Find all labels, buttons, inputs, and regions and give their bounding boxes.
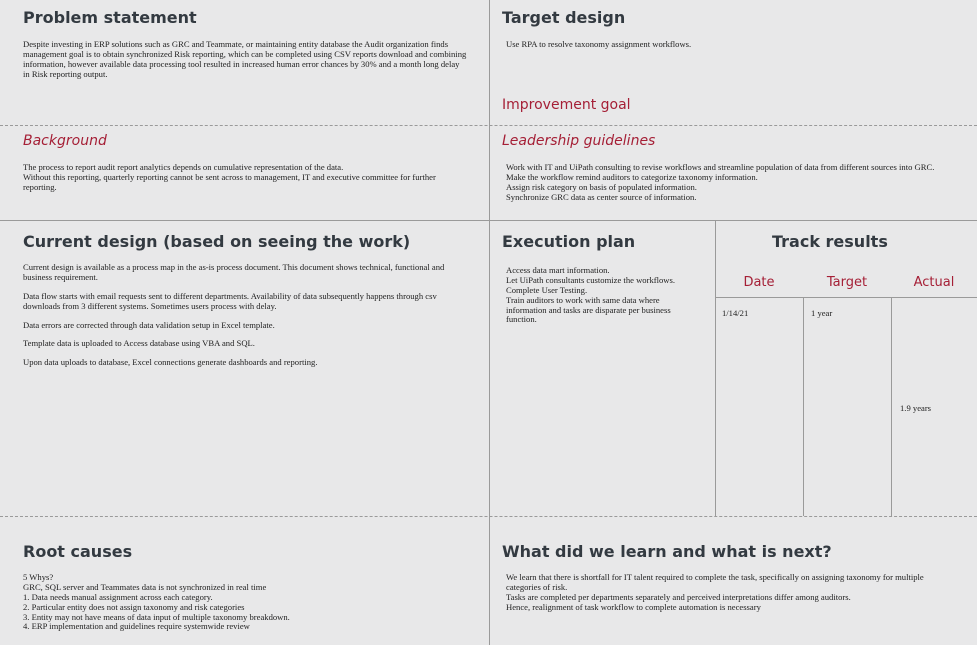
learn-next-title: What did we learn and what is next? — [502, 542, 832, 561]
leadership-line: Make the workflow remind auditors to categorize taxonomy information. — [506, 171, 758, 182]
track-actual-value: 1.9 years — [900, 403, 932, 413]
execution-line: Complete User Testing. — [506, 284, 588, 295]
target-design-title: Target design — [502, 8, 626, 27]
current-design-paragraph: Current design is available as a process map in the as-is process document. This document shows technical, functional and business requirement. — [23, 262, 445, 282]
root-causes-title: Root causes — [23, 542, 133, 561]
root-cause-line: 3. Entity may not have means of data input of multiple taxonomy breakdown. — [23, 611, 290, 622]
root-cause-line: 4. ERP implementation and guidelines require systemwide review — [23, 621, 250, 632]
problem-statement-paragraph: Despite investing in ERP solutions such as GRC and Teammate, or maintaining entity database the Audit organization finds management goal is to obtain synchronized Risk reporting, which can be completed using CSV reports download and combining information, however available data processing tool resulted in increased human error chances by 30% and a month long delay in Risk reporting output. — [23, 39, 467, 79]
problem-statement-text — [23, 40, 468, 80]
center-divider — [489, 0, 490, 645]
current-design-paragraph: Template data is uploaded to Access database using VBA and SQL. — [23, 338, 255, 349]
track-header-divider — [715, 297, 977, 298]
leadership-line: Work with IT and UiPath consulting to revise workflows and streamline population of data from different sources into GRC. — [506, 162, 935, 172]
leadership-guidelines-text — [506, 163, 966, 203]
divider-middle — [0, 220, 977, 221]
track-target-value: 1 year — [811, 308, 833, 318]
current-design-title: Current design (based on seeing the work) — [23, 232, 411, 251]
background-line: The process to report audit report analytics depends on cumulative representation of the data. — [23, 162, 344, 172]
current-design-text — [23, 263, 463, 368]
learn-line: We learn that there is shortfall for IT talent required to complete the task, specifically on assigning taxonomy for multiple categories of risk. — [506, 572, 924, 592]
execution-line: Access data mart information. — [506, 265, 610, 275]
track-results-title: Track results — [772, 232, 888, 251]
track-column-date: Date — [743, 275, 775, 290]
execution-line: Let UiPath consultants customize the workflows. — [506, 274, 675, 285]
background-line: Without this reporting, quarterly reporting cannot be sent across to management, IT and executive committee for further reporting. — [23, 171, 436, 192]
dashed-divider-top — [0, 125, 977, 126]
background-text — [23, 163, 463, 193]
track-column-target: Target — [826, 275, 868, 290]
learn-line: Tasks are completed per departments separately and perceived interpretations differ among auditors. — [506, 591, 851, 602]
background-title: Background — [23, 133, 107, 149]
execution-plan-title: Execution plan — [502, 232, 636, 251]
leadership-line: Synchronize GRC data as center source of information. — [506, 191, 697, 202]
problem-statement-title: Problem statement — [23, 8, 197, 27]
track-column-divider-2 — [891, 297, 892, 516]
leadership-line: Assign risk category on basis of populated information. — [506, 181, 697, 192]
track-results-left-border — [715, 220, 716, 516]
root-cause-line: GRC, SQL server and Teammates data is not synchronized in real time — [23, 581, 267, 592]
root-cause-line: 5 Whys? — [23, 572, 54, 582]
track-column-divider-1 — [803, 297, 804, 516]
current-design-paragraph: Upon data uploads to database, Excel connections generate dashboards and reporting. — [23, 357, 318, 368]
current-design-paragraph: Data errors are corrected through data validation setup in Excel template. — [23, 319, 275, 330]
improvement-goal-title: Improvement goal — [502, 97, 631, 113]
root-cause-line: 1. Data needs manual assignment across each category. — [23, 591, 213, 602]
execution-line: Train auditors to work with same data where information and tasks are disparate per business function. — [506, 294, 671, 325]
dashed-divider-bottom — [0, 516, 977, 517]
learn-next-text — [506, 573, 946, 613]
current-design-paragraph: Data flow starts with email requests sent to different departments. Availability of data subsequently happens through csv downloads from 3 different systems. Sometimes users process with delay. — [23, 290, 437, 311]
leadership-guidelines-title: Leadership guidelines — [502, 133, 656, 149]
track-date-value: 1/14/21 — [722, 308, 749, 318]
track-column-actual: Actual — [913, 275, 955, 290]
root-causes-text — [23, 573, 463, 632]
execution-plan-text — [506, 266, 694, 325]
learn-line: Hence, realignment of task workflow to complete automation is necessary — [506, 601, 761, 612]
target-design-text: Use RPA to resolve taxonomy assignment workflows. — [506, 39, 692, 49]
root-cause-line: 2. Particular entity does not assign taxonomy and risk categories — [23, 601, 245, 612]
